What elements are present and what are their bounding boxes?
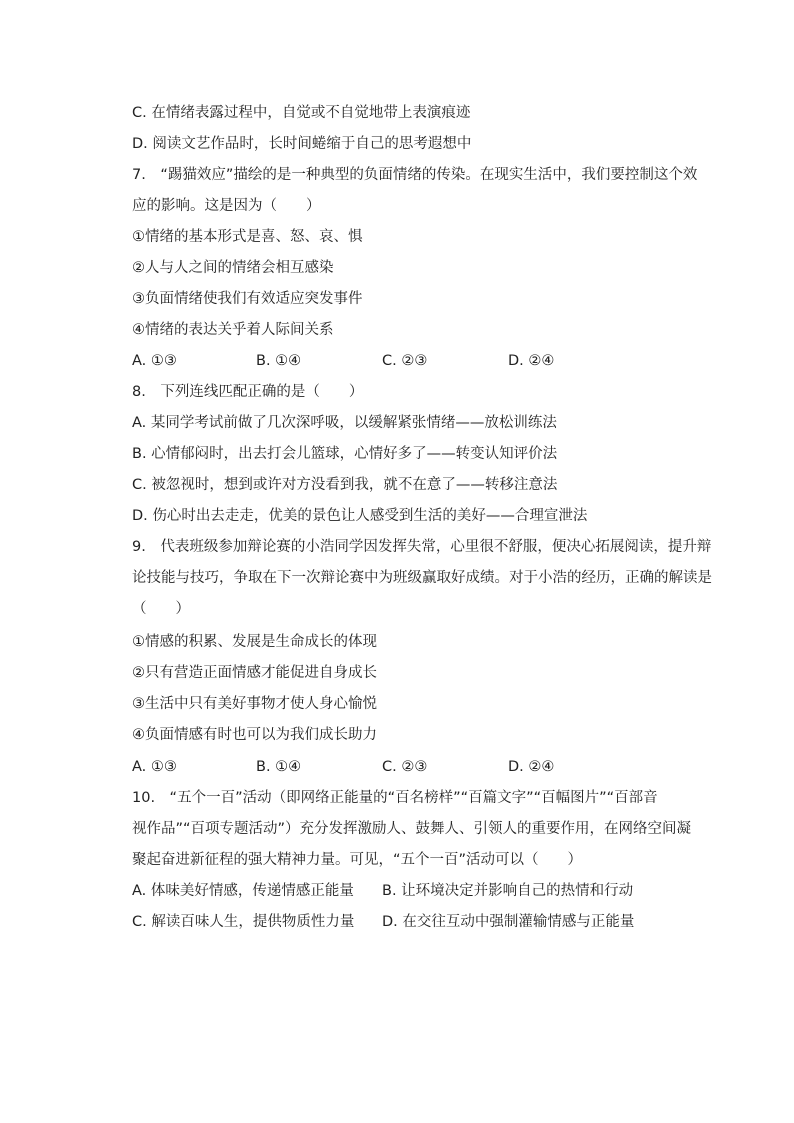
q7-option-c: C. ②③ xyxy=(382,353,428,369)
q6-option-c: C. 在情绪表露过程中，自觉或不自觉地带上表演痕迹 xyxy=(132,105,471,121)
q8-option-d: D. 伤心时出去走走，优美的景色让人感受到生活的美好——合理宣泄法 xyxy=(132,508,588,524)
q7-option-b: B. ①④ xyxy=(256,353,302,369)
q9-stem-line3: （ ） xyxy=(132,601,190,617)
q7-option-a: A. ①③ xyxy=(132,353,177,369)
q10-option-b: B. 让环境决定并影响自己的热情和行动 xyxy=(382,883,634,899)
q8-option-a: A. 某同学考试前做了几次深呼吸，以缓解紧张情绪——放松训练法 xyxy=(132,415,557,431)
q6-option-d: D. 阅读文艺作品时，长时间蜷缩于自己的思考遐想中 xyxy=(132,136,472,152)
q9-statement-4: ④负面情感有时也可以为我们成长助力 xyxy=(132,727,377,743)
q7-statement-3: ③负面情绪使我们有效适应突发事件 xyxy=(132,291,363,307)
q7-option-d: D. ②④ xyxy=(508,353,555,369)
q10-option-a: A. 体味美好情感，传递情感正能量 xyxy=(132,883,354,899)
q7-statement-1: ①情绪的基本形式是喜、怒、哀、惧 xyxy=(132,229,363,245)
q9-option-c: C. ②③ xyxy=(382,759,428,775)
q9-stem-line2: 论技能与技巧，争取在下一次辩论赛中为班级赢取好成绩。对于小浩的经历，正确的解读是 xyxy=(132,570,712,586)
q9-statement-1: ①情感的积累、发展是生命成长的体现 xyxy=(132,634,377,650)
q10-option-d: D. 在交往互动中强制灌输情感与正能量 xyxy=(382,914,635,930)
q7-stem-line1: 7. “踢猫效应”描绘的是一种典型的负面情绪的传染。在现实生活中，我们要控制这个效 xyxy=(132,167,698,183)
q9-option-a: A. ①③ xyxy=(132,759,177,775)
q9-statement-3: ③生活中只有美好事物才使人身心愉悦 xyxy=(132,696,377,712)
q8-option-c: C. 被忽视时，想到或许对方没看到我，就不在意了——转移注意法 xyxy=(132,477,558,493)
q10-option-c: C. 解读百味人生，提供物质性力量 xyxy=(132,914,355,930)
q9-stem-line1: 9. 代表班级参加辩论赛的小浩同学因发挥失常，心里很不舒服，便决心拓展阅读，提升辩 xyxy=(132,539,712,555)
q8-stem: 8. 下列连线匹配正确的是（ ） xyxy=(132,384,364,400)
q8-option-b: B. 心情郁闷时，出去打会儿篮球，心情好多了——转变认知评价法 xyxy=(132,446,558,462)
q10-stem-line2: 视作品”“百项专题活动”）充分发挥激励人、鼓舞人、引领人的重要作用，在网络空间凝 xyxy=(132,821,692,837)
q9-option-b: B. ①④ xyxy=(256,759,302,775)
q7-statement-4: ④情绪的表达关乎着人际间关系 xyxy=(132,322,334,338)
q10-stem-line3: 聚起奋进新征程的强大精神力量。可见，“五个一百”活动可以（ ） xyxy=(132,852,583,868)
q10-stem-line1: 10. “五个一百”活动（即网络正能量的“百名榜样”“百篇文字”“百幅图片”“百部音 xyxy=(132,790,658,806)
q9-statement-2: ②只有营造正面情感才能促进自身成长 xyxy=(132,665,377,681)
q7-stem-line2: 应的影响。这是因为（ ） xyxy=(132,198,321,214)
q7-statement-2: ②人与人之间的情绪会相互感染 xyxy=(132,260,334,276)
q9-option-d: D. ②④ xyxy=(508,759,555,775)
